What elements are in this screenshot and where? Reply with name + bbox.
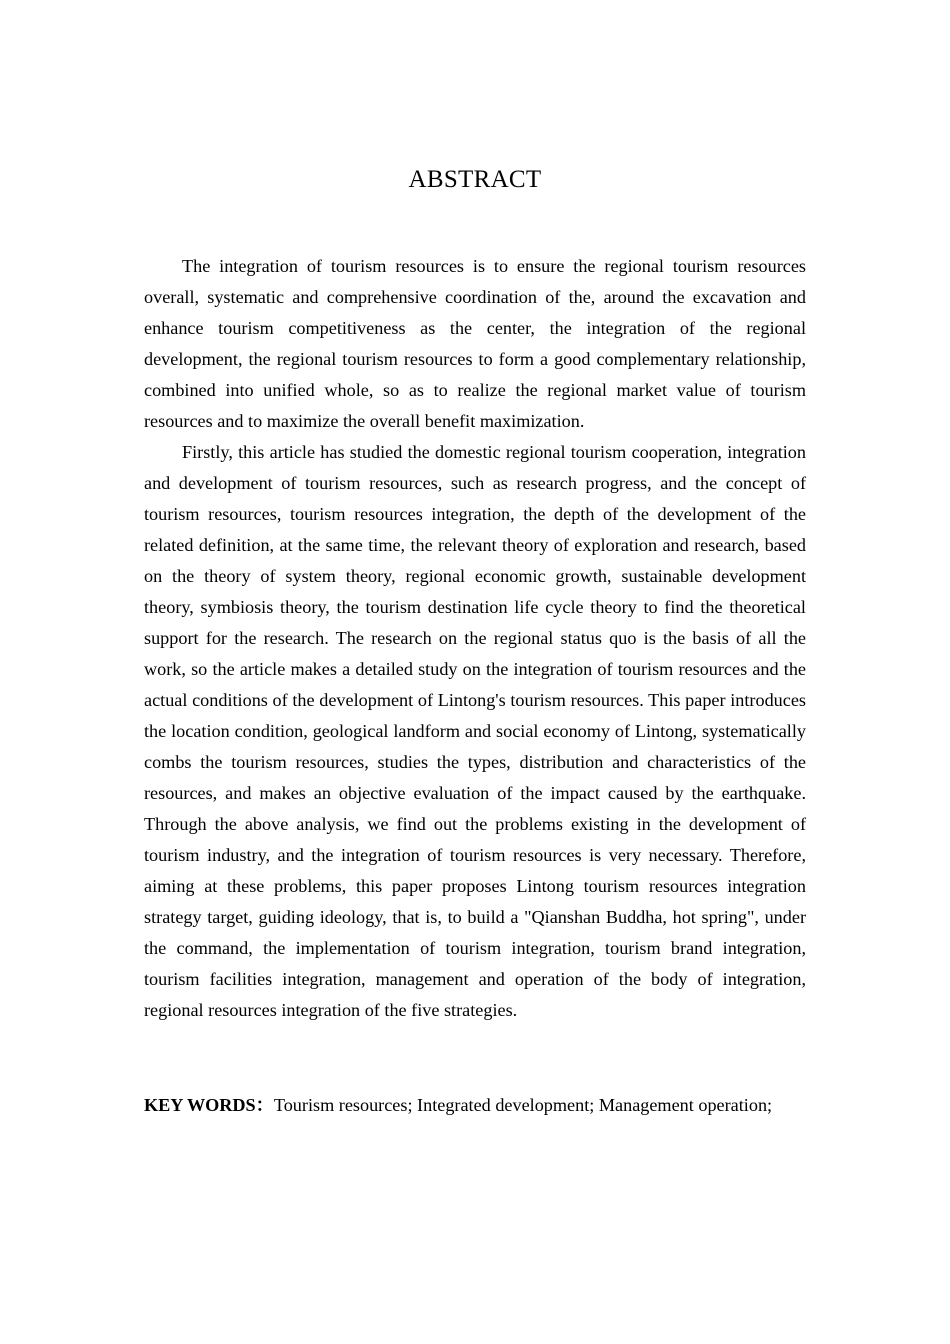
abstract-paragraph-2: Firstly, this article has studied the domestic regional tourism cooperation, integration and development of tourism resources, such as research progress, and the concept of tourism resources, tourism resources integration, the depth of the development of the related definition, at the same time, the relevant theory of exploration and research, based on the theory of system theory, regional economic growth, sustainable development theory, symbiosis theory, the tourism destination life cycle theory to find the theoretical support for the research. The research on the regional status quo is the basis of all the work, so the article makes a detailed study on the integration of tourism resources and the actual conditions of the development of Lintong's tourism resources. This paper introduces the location condition, geological landform and social economy of Lintong, systematically combs the tourism resources, studies the types, distribution and characteristics of the resources, and makes an objective evaluation of the impact caused by the earthquake. Through the above analysis, we find out the problems existing in the development of tourism industry, and the integration of tourism resources is very necessary. Therefore, aiming at these problems, this paper proposes Lintong tourism resources integration strategy target, guiding ideology, that is, to build a "Qianshan Buddha, hot spring", under the command, the implementation of tourism integration, tourism brand integration, tourism facilities integration, management and operation of the body of integration, regional resources integration of the five strategies.: [144, 442, 806, 1020]
abstract-paragraph-1: The integration of tourism resources is to ensure the regional tourism resources overall, systematic and comprehensive coordination of the, around the excavation and enhance tourism competitiveness as the center, the integration of the regional development, the regional tourism resources to form a good complementary relationship, combined into unified whole, so as to realize the regional market value of tourism resources and to maximize the overall benefit maximization.: [144, 256, 806, 431]
abstract-body: [144, 251, 806, 1026]
keywords-label: KEY WORDS：: [144, 1095, 274, 1115]
abstract-title: ABSTRACT: [408, 166, 542, 193]
keywords-text: Tourism resources; Integrated development; Management operation;: [273, 1095, 773, 1115]
keywords-line: [144, 1090, 806, 1121]
